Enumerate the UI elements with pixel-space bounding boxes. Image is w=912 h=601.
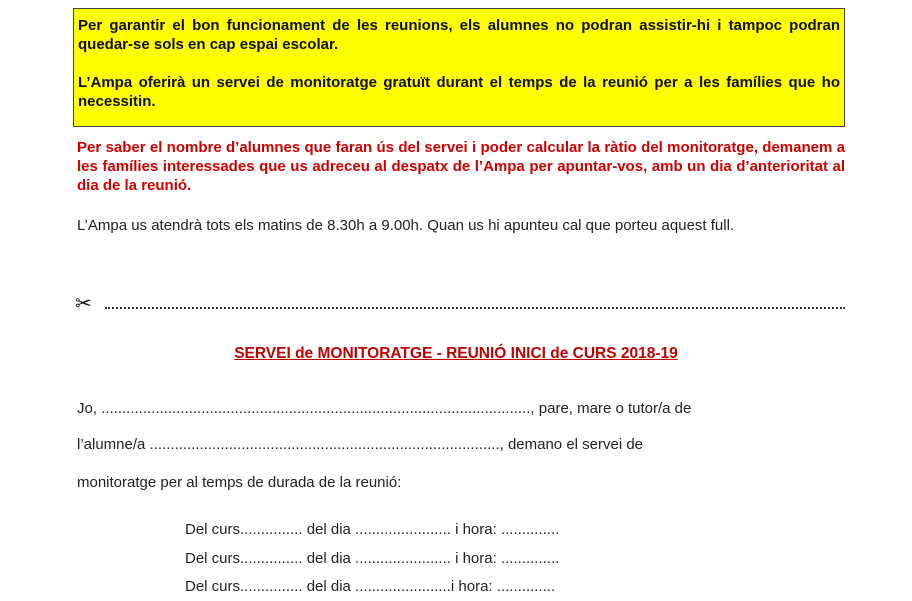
ampa-hours-note: L’Ampa us atendrà tots els matins de 8.30h a 9.00h. Quan us hi apunteu cal que porteu aquest full.	[77, 217, 735, 234]
scissors-icon: ✂	[75, 291, 92, 315]
registration-instructions: Per saber el nombre d’alumnes que faran ús del servei i poder calcular la ràtio del monitoratge, demanem a les famílies interessades que us adreceu al despatx de l’Ampa per apuntar-vos, amb un dia d’anterioritat al dia de la reunió.	[77, 139, 845, 194]
form-entry-row: Del curs............... del dia ....................... i hora: ..............	[185, 521, 560, 538]
form-title: SERVEI de MONITORATGE - REUNIÓ INICI de CURS 2018-19	[234, 345, 678, 362]
notice-paragraph-2: L’Ampa oferirà un servei de monitoratge gratuït durant el temps de la reunió per a les famílies que ho necessitin.	[78, 74, 840, 110]
form-line-student-name: l’alumne/a ...................................................................................., demano el servei de	[77, 436, 644, 453]
form-line-request: monitoratge per al temps de durada de la reunió:	[77, 474, 402, 491]
form-line-parent-name: Jo, ......................................................................................................., pare, mare o tutor/a de	[77, 400, 692, 417]
notice-paragraph-1: Per garantir el bon funcionament de les reunions, els alumnes no podran assistir-hi i tampoc podran quedar-se sols en cap espai escolar.	[78, 17, 840, 53]
highlighted-notice-box	[73, 8, 845, 127]
cut-here-line	[75, 293, 845, 315]
dotted-cut-rule	[105, 307, 845, 309]
form-entry-row: Del curs............... del dia ....................... i hora: ..............	[185, 550, 560, 567]
form-entry-row: Del curs............... del dia .......................i hora: ..............	[185, 578, 556, 595]
